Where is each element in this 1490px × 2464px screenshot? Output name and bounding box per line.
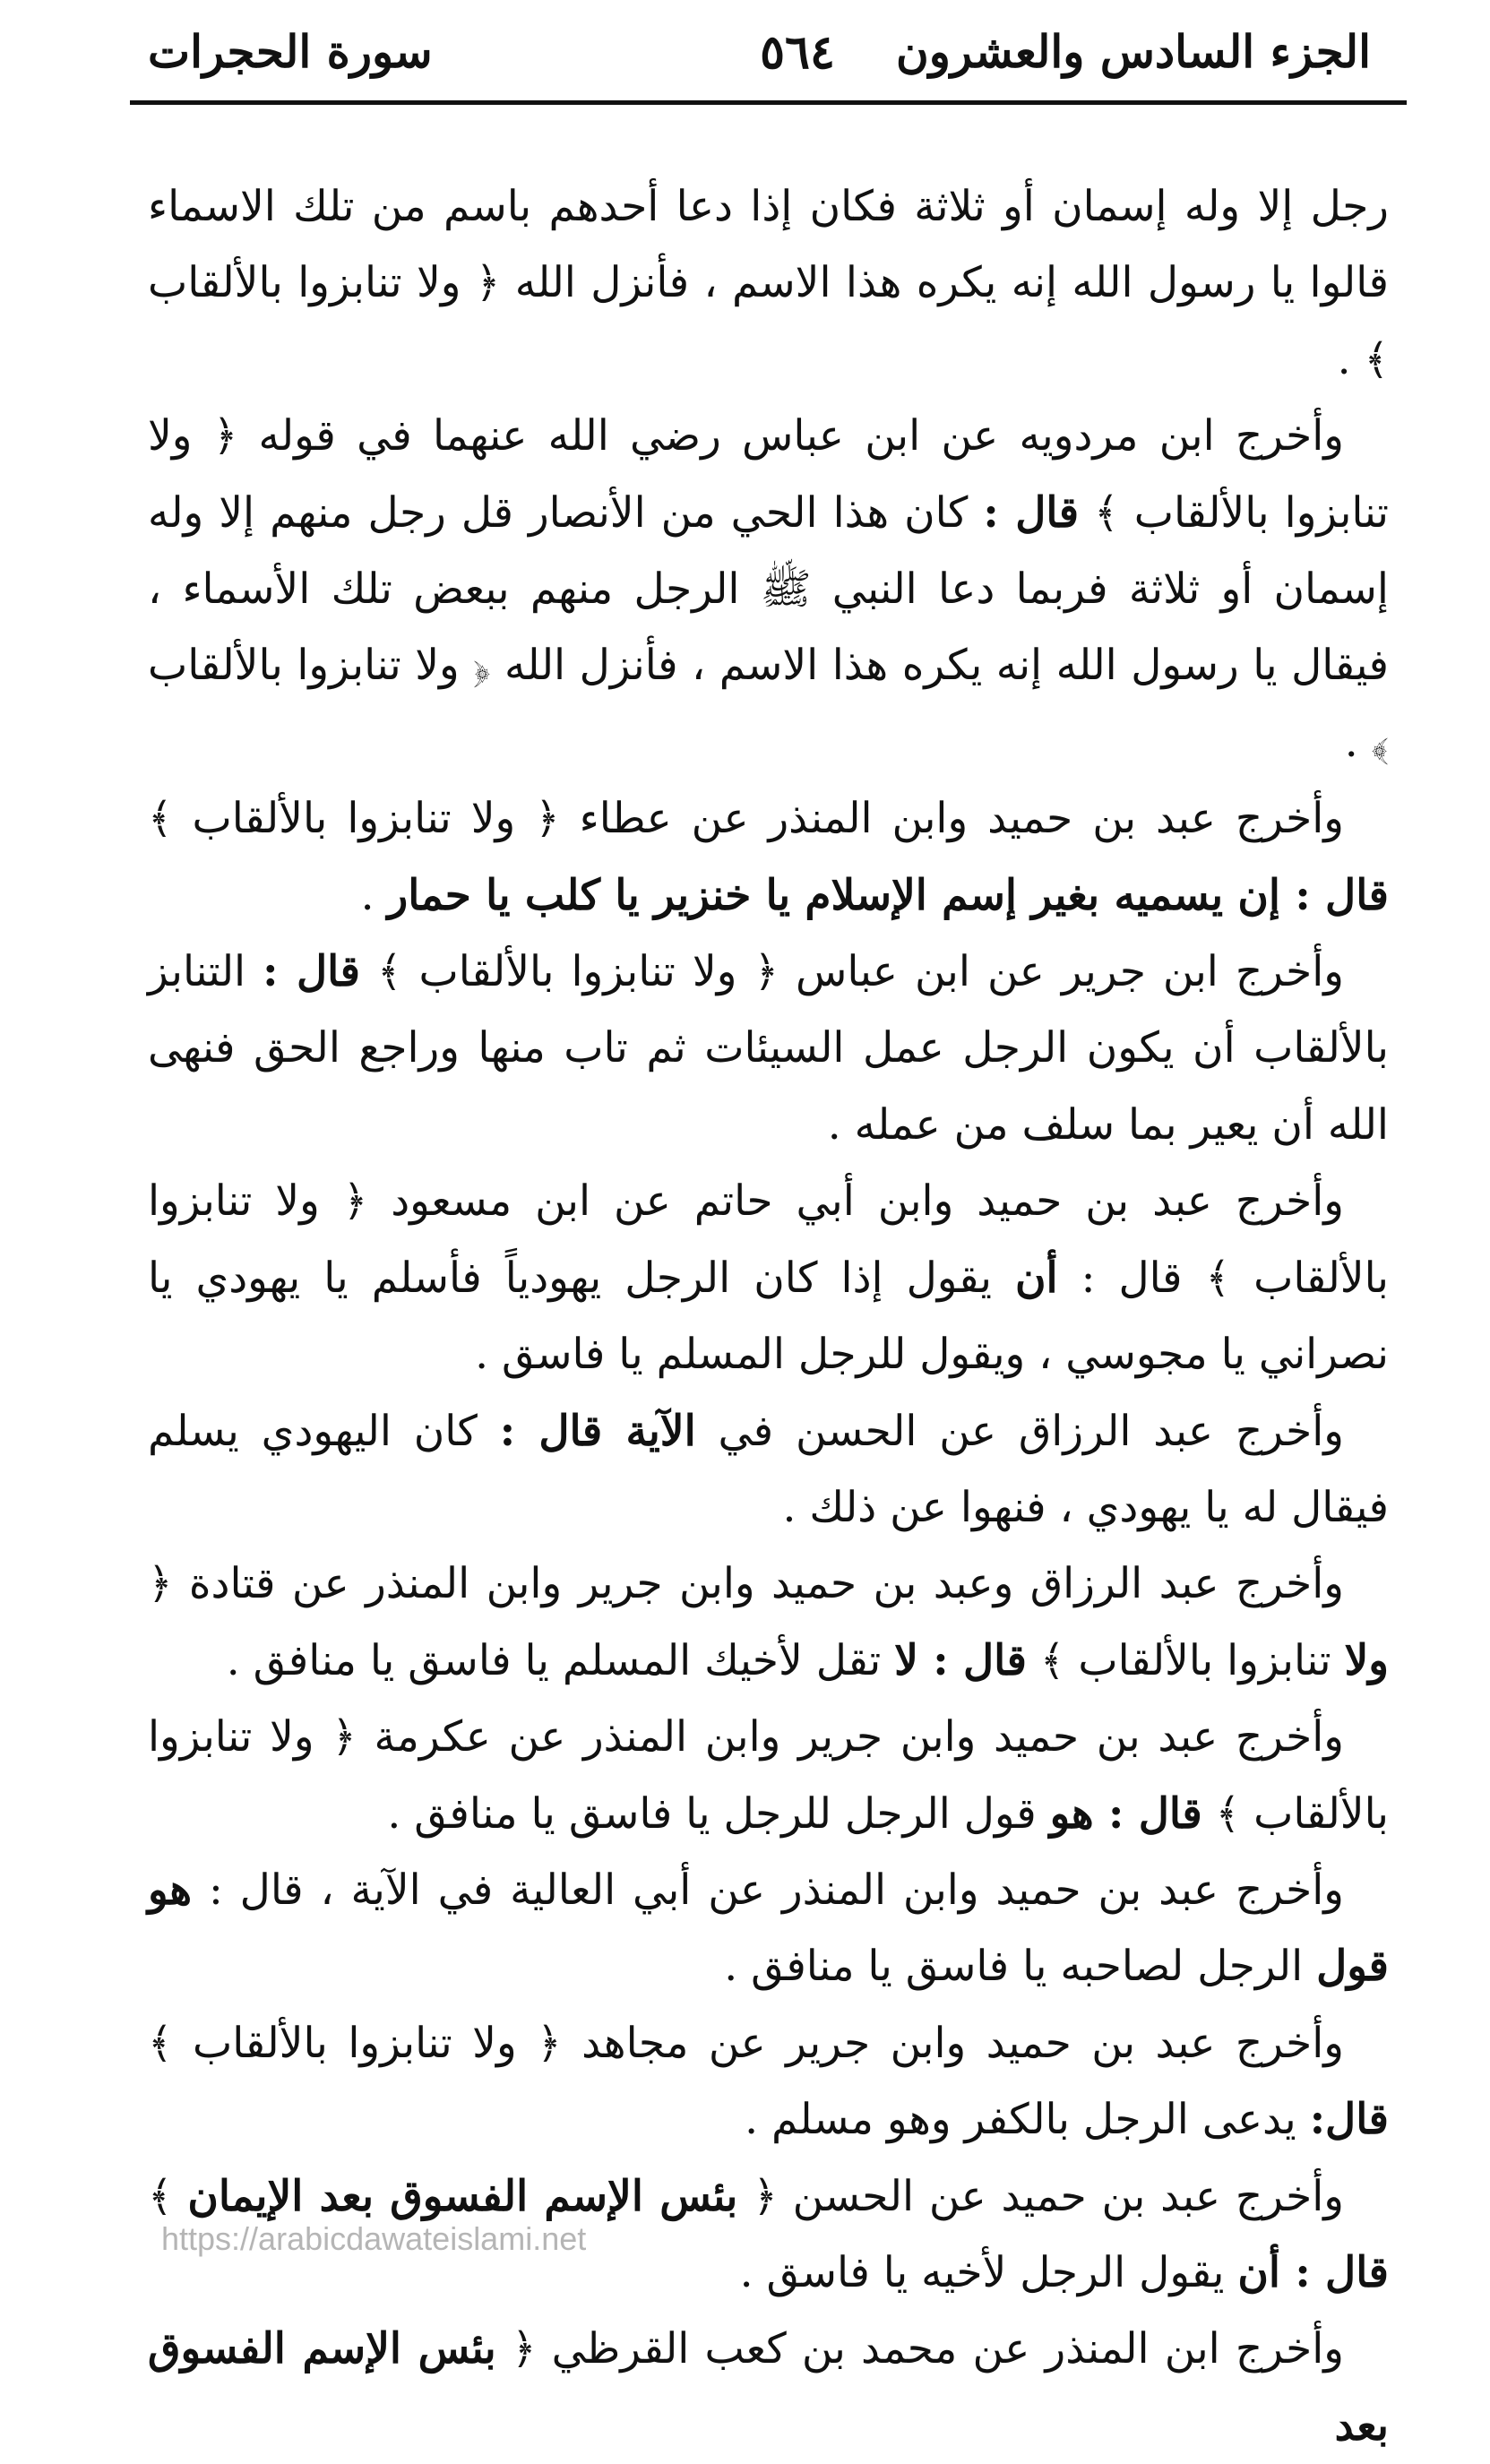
paragraph [148, 1852, 1389, 2005]
paragraph [148, 1393, 1389, 1546]
paragraph [148, 398, 1389, 780]
paragraph [148, 780, 1389, 934]
bold-text-segment: هو قول [148, 1865, 1389, 1992]
bold-text-segment: ولا [1344, 1635, 1389, 1685]
text-segment: تقل لأخيك المسلم يا فاسق يا منافق . [226, 1635, 895, 1685]
bold-text-segment: قال : أن [1237, 2247, 1389, 2297]
text-segment: الرجل لصاحبه يا فاسق يا منافق . [724, 1942, 1317, 1992]
text-segment: يدعى الرجل بالكفر وهو مسلم . [745, 2095, 1310, 2145]
header-divider [130, 100, 1407, 105]
text-segment: وأخرج ابن مردويه عن ابن عباس رضي الله عنهما في قوله ﴿ ولا تنابزوا بالألقاب ﴾ [148, 411, 1389, 538]
text-segment: وأخرج ابن المنذر عن محمد بن كعب القرظي ﴿ [495, 2324, 1344, 2374]
bold-text-segment: بئس الإسم الفسوق بعد [148, 2324, 1389, 2451]
text-segment: وأخرج عبد الرزاق وعبد بن حميد وابن جرير وابن المنذر عن قتادة ﴿ [148, 1559, 1344, 1609]
text-segment: وأخرج عبد بن حميد وابن جرير عن مجاهد ﴿ ولا تنابزوا بالألقاب ﴾ [148, 2018, 1344, 2068]
text-segment: ﴾ [148, 2171, 188, 2221]
running-header [125, 18, 1389, 90]
body-text [148, 168, 1389, 2464]
paragraph [148, 934, 1389, 1163]
bold-text-segment: قال : هو [1049, 1788, 1202, 1839]
text-segment: وأخرج عبد بن حميد وابن جرير وابن المنذر عن عكرمة ﴿ ولا تنابزوا بالألقاب ﴾ [148, 1712, 1389, 1839]
paragraph [148, 2005, 1389, 2158]
bold-text-segment: قال : لا [894, 1635, 1027, 1685]
paragraph [148, 2311, 1389, 2464]
bold-text-segment: بئس الإسم الفسوق بعد الإيمان [187, 2171, 738, 2221]
bold-text-segment: قال : إن يسميه بغير إسم الإسلام يا خنزير يا كلب يا حمار [387, 870, 1389, 920]
text-segment: تنابزوا بالألقاب ﴾ [1026, 1635, 1345, 1685]
text-segment: وأخرج عبد بن حميد وابن المنذر عن أبي العالية في الآية ، قال : [192, 1865, 1344, 1915]
paragraph [148, 1163, 1389, 1392]
text-segment: قول الرجل للرجل يا فاسق يا منافق . [387, 1788, 1050, 1839]
bold-text-segment: أن [1014, 1253, 1058, 1303]
paragraph [148, 1699, 1389, 1852]
bold-text-segment: الآية قال : [499, 1406, 696, 1456]
text-segment: رجل إلا وله إسمان أو ثلاثة فكان إذا دعا أحدهم باسم من تلك الاسماء قالوا يا رسول الله إنه يكره هذا الاسم ، فأنزل الله ﴿ ولا تنابزوا بالألقاب ﴾ . [148, 182, 1389, 384]
text-segment: وأخرج عبد بن حميد وابن المنذر عن عطاء ﴿ ولا تنابزوا بالألقاب ﴾ [148, 794, 1344, 844]
text-segment: وأخرج عبد الرزاق عن الحسن في [695, 1406, 1344, 1456]
text-segment: . [360, 870, 388, 920]
text-segment: وأخرج عبد بن حميد عن الحسن ﴿ [737, 2171, 1344, 2221]
paragraph [148, 1546, 1389, 1699]
source-watermark: https://arabicdawateislami.net [161, 2220, 587, 2257]
bold-text-segment: قال : [983, 487, 1080, 538]
surah-title: سورة الحجرات [148, 25, 433, 78]
text-segment: يقول الرجل لأخيه يا فاسق . [739, 2247, 1238, 2297]
text-segment: يقول إذا كان الرجل يهودياً فأسلم يا يهودي يا نصراني يا مجوسي ، ويقول للرجل المسلم يا فاسق . [148, 1253, 1389, 1380]
text-segment: كان هذا الحي من الأنصار قل رجل منهم إلا وله إسمان أو ثلاثة فربما دعا النبي ﷺ الرجل منهم ببعض تلك الأسماء ، فيقال يا رسول الله إنه يكره هذا الاسم ، فأنزل الله ﴿ ولا تنابزوا بالألقاب ﴾ . [148, 487, 1389, 767]
text-segment: وأخرج عبد بن حميد وابن أبي حاتم عن ابن مسعود ﴿ ولا تنابزوا بالألقاب ﴾ قال : [148, 1176, 1389, 1303]
text-segment: كان اليهودي يسلم فيقال له يا يهودي ، فنهوا عن ذلك . [148, 1406, 1389, 1532]
juz-title: الجزء السادس والعشرون [895, 25, 1371, 78]
text-segment: وأخرج ابن جرير عن ابن عباس ﴿ ولا تنابزوا بالألقاب ﴾ [359, 947, 1344, 997]
page-number: ٥٦٤ [760, 25, 835, 80]
bold-text-segment: قال : [263, 947, 360, 997]
paragraph [148, 168, 1389, 398]
text-segment: التنابز بالألقاب أن يكون الرجل عمل السيئات ثم تاب منها وراجع الحق فنهى الله أن يعير بما سلف من عمله . [148, 947, 1389, 1150]
bold-text-segment: قال: [1309, 2095, 1389, 2145]
